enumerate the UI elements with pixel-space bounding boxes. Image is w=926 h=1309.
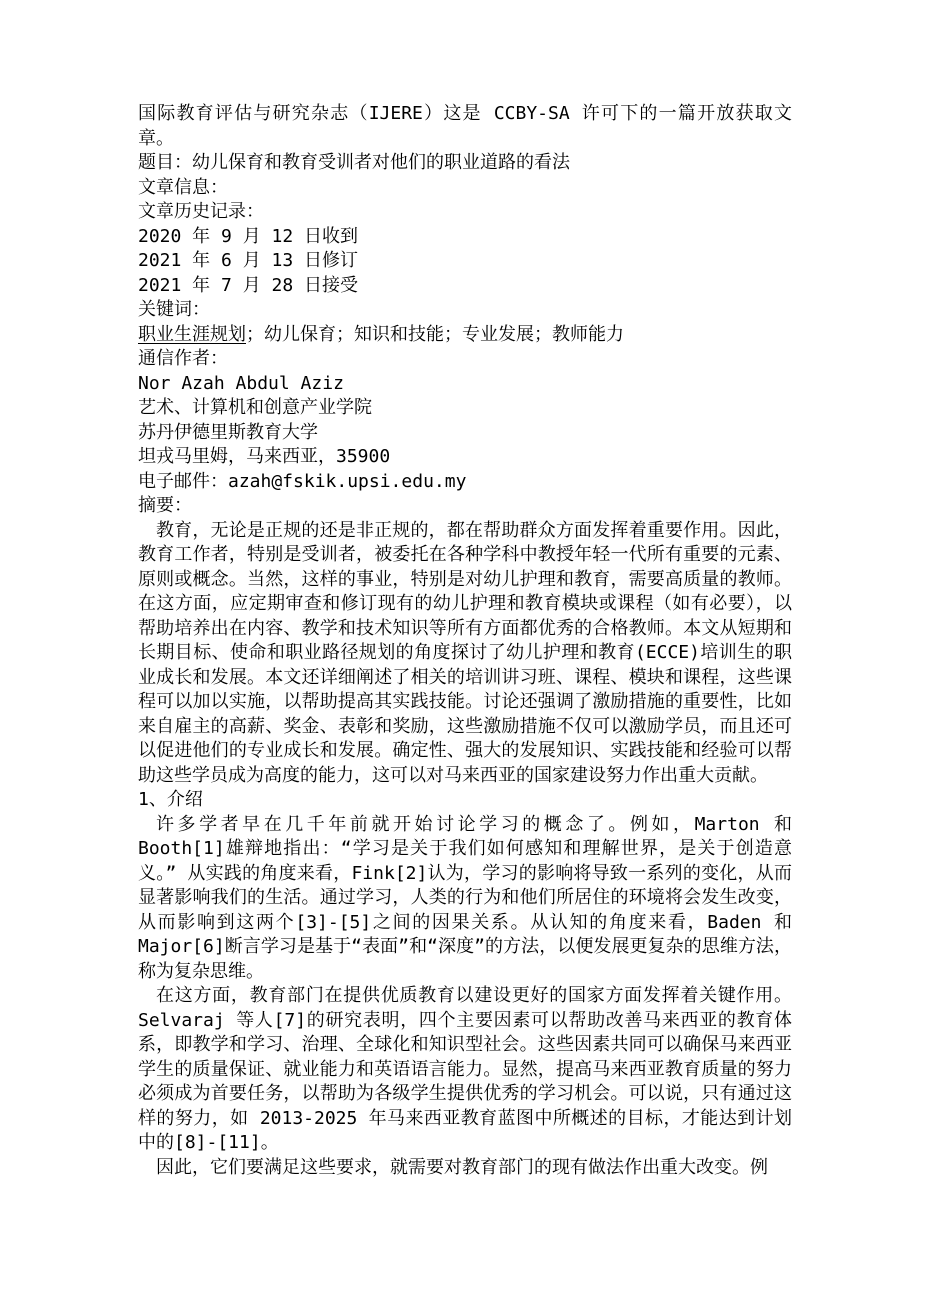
abstract-text: 教育，无论是正规的还是非正规的，都在帮助群众方面发挥着重要作用。因此，教育工作者，特别是受训者，被委托在各种学科中教授年轻一代所有重要的元素、原则或概念。当然，这样的事业，特别是对幼儿护理和教育，需要高质量的教师。在这方面，应定期审查和修订现有的幼儿护理和教育模块或课程（如有必要），以帮助培养出在内容、教学和技术知识等所有方面都优秀的合格教师。本文从短期和长期目标、使命和职业路径规划的角度探讨了幼儿护理和教育(ECCE)培训生的职业成长和发展。本文还详细阐述了相关的培训讲习班、课程、模块和课程，这些课程可以加以实施，以帮助提高其实践技能。讨论还强调了激励措施的重要性，比如来自雇主的高薪、奖金、表彰和奖励，这些激励措施不仅可以激励学员，而且还可以促进他们的专业成长和发展。确定性、强大的发展知识、实践技能和经验可以帮助这些学员成为高度的能力，这可以对马来西亚的国家建设努力作出重大贡献。 — [138, 519, 792, 786]
abstract-label: 摘要： — [138, 495, 192, 516]
author-name: Nor Azah Abdul Aziz — [138, 372, 344, 394]
intro-paragraph-2: 在这方面，教育部门在提供优质教育以建设更好的国家方面发挥着关键作用。Selvaraj 等人[7]的研究表明，四个主要因素可以帮助改善马来西亚的教育体系，即教学和学习、治理、全球化和知识型社会。这些因素共同可以确保马来西亚学生的质量保证、就业能力和英语语言能力。显然，提高马来西亚教育质量的努力必须成为首要任务，以帮助为各级学生提供优秀的学习机会。可以说，只有通过这样的努力，如 2013-2025 年马来西亚教育蓝图中所概述的目标，才能达到计划中的[8]-[11]。 — [138, 985, 792, 1153]
history-date-received: 2020 年 9 月 12 日收到 — [138, 225, 359, 247]
article-history-label: 文章历史记录： — [138, 201, 264, 222]
keywords-remaining: ；幼儿保育；知识和技能；专业发展；教师能力 — [246, 323, 624, 345]
journal-attribution-line: 国际教育评估与研究杂志（IJERE）这是 CCBY-SA 许可下的一篇开放获取文章。 — [138, 103, 792, 149]
article-info-label: 文章信息： — [138, 176, 228, 198]
author-faculty: 艺术、计算机和创意产业学院 — [138, 397, 372, 418]
history-date-accepted: 2021 年 7 月 28 日接受 — [138, 274, 359, 296]
keyword-career-planning: 职业生涯规划 — [138, 323, 246, 345]
author-university: 苏丹伊德里斯教育大学 — [138, 421, 318, 443]
section-1-heading: 1、介绍 — [138, 789, 203, 810]
author-email-line: 电子邮件：azah@fskik.upsi.edu.my — [138, 470, 467, 492]
history-date-revised: 2021 年 6 月 13 日修订 — [138, 250, 359, 271]
keywords-label: 关键词： — [138, 299, 210, 320]
article-title: 题目：幼儿保育和教育受训者对他们的职业道路的看法 — [138, 152, 570, 173]
intro-paragraph-3: 因此，它们要满足这些要求，就需要对教育部门的现有做法作出重大改变。例 — [156, 1156, 768, 1178]
author-address: 坦戎马里姆，马来西亚，35900 — [138, 446, 391, 467]
corresponding-author-label: 通信作者： — [138, 348, 228, 369]
intro-paragraph-1: 许多学者早在几千年前就开始讨论学习的概念了。例如，Marton 和 Booth[1]雄辩地指出：“学习是关于我们如何感知和理解世界，是关于创造意义。” 从实践的角度来看，Fink[2]认为，学习的影响将导致一系列的变化，从而显著影响我们的生活。通过学习，人类的行为和他们所居住的环境将会发生改变，从而影响到这两个[3]-[5]之间的因果关系。从认知的角度来看，Baden 和 Major[6]断言学习是基于“表面”和“深度”的方法，以便发展更复杂的思维方法，称为复杂思维。 — [138, 813, 792, 982]
keywords-line — [138, 323, 792, 348]
